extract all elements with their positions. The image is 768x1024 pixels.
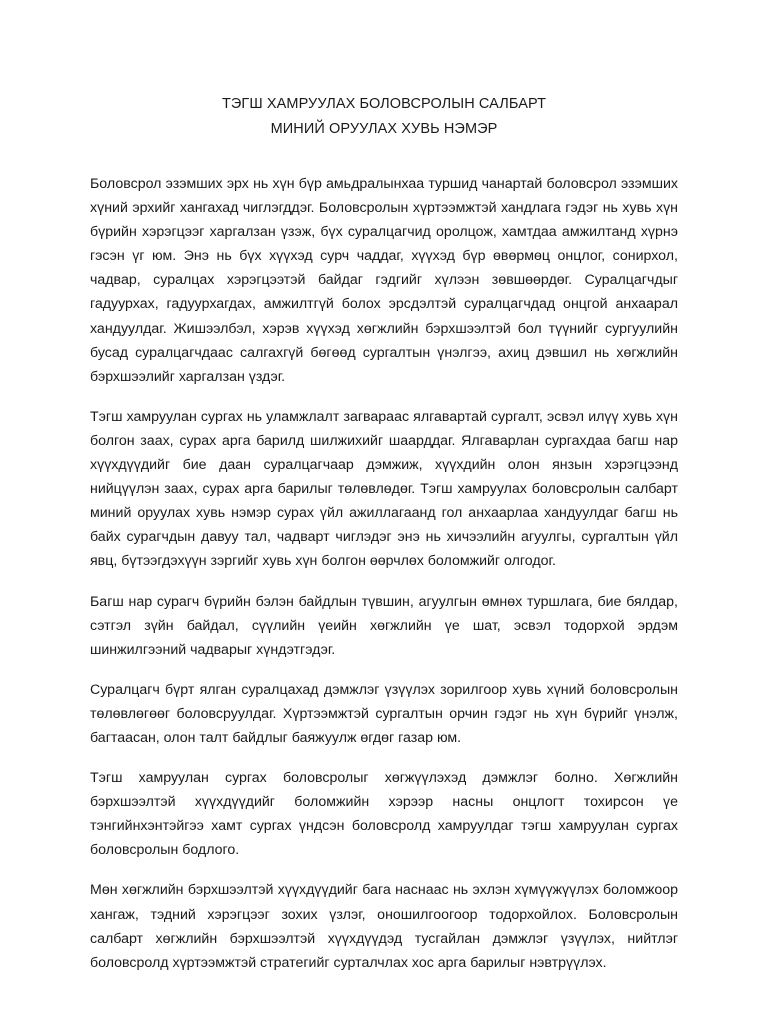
paragraph-4: Суралцагч бүрт ялган суралцахад дэмжлэг үзүүлэх зорилгоор хувь хүний боловсролын төлөвлөгөөг боловсруулдаг. Хүртээмжтэй сургалтын орчин гэдэг нь хүн бүрийг үнэлж, багтаасан, олон талт байдлыг баяжуулж өгдөг газар юм.: [90, 681, 678, 746]
paragraph-6: Мөн хөгжлийн бэрхшээлтэй хүүхдүүдийг бага наснаас нь эхлэн хүмүүжүүлэх боломжоор хангаж, тэдний хэрэгцээг зохих үзлэг, оношилгоогоор тодорхойлох. Боловсролын салбарт хөгжлийн бэрхшээлтэй хүүхдүүдэд тусгайлан дэмжлэг үзүүлэх, нийтлэг боловсролд хүртээмжтэй стратегийг сурталчлах хос арга барилыг нэвтрүүлэх.: [90, 882, 678, 971]
document-body: [90, 172, 678, 975]
document-title-line-1: ТЭГШ ХАМРУУЛАХ БОЛОВСРОЛЫН САЛБАРТ: [221, 96, 547, 112]
document-title-line-2: МИНИЙ ОРУУЛАХ ХУВЬ НЭМЭР: [270, 121, 498, 137]
paragraph-1: Боловсрол эзэмших эрх нь хүн бүр амьдралынхаа туршид чанартай боловсрол эзэмших хүний эрхийг хангахад чиглэгддэг. Боловсролын хүртээмжтэй хандлага гэдэг нь хувь хүн бүрийн хэрэгцээг харгалзан үзэж, бүх суралцагчид оролцож, хамтдаа амжилтанд хүрнэ гэсэн үг юм. Энэ нь бүх хүүхэд сурч чаддаг, хүүхэд бүр өвөрмөц онцлог, сонирхол, чадвар, суралцах хэрэгцээтэй байдаг гэдгийг хүлээн зөвшөөрдөг. Суралцагчдыг гадуурхах, гадуурхагдах, амжилтгүй болох эрсдэлтэй суралцагчдад онцгой анхаарал хандуулдаг. Жишээлбэл, хэрэв хүүхэд хөгжлийн бэрхшээлтэй бол түүнийг сургуулийн бусад суралцагчдаас салгахгүй бөгөөд сургалтын үнэлгээ, ахиц дэвшил нь хөгжлийн бэрхшээлийг харгалзан үздэг.: [90, 176, 678, 385]
paragraph-5: Тэгш хамруулан сургах боловсролыг хөгжүүлэхэд дэмжлэг болно. Хөгжлийн бэрхшээлтэй хүүхдүүдийг боломжийн хэрээр насны онцлогт тохирсон үе тэнгийнхэнтэйгээ хамт сургах үндсэн боловсролд хамруулдаг тэгш хамруулан сургах боловсролын бодлого.: [90, 770, 678, 859]
paragraph-3: Багш нар сурагч бүрийн бэлэн байдлын түвшин, агуулгын өмнөх туршлага, бие бялдар, сэтгэл зүйн байдал, сүүлийн үеийн хөгжлийн үе шат, эсвэл тодорхой эрдэм шинжилгээний чадварыг хүндэтгэдэг.: [90, 593, 678, 658]
paragraph-2: Тэгш хамруулан сургах нь уламжлалт загвараас ялгавартай сургалт, эсвэл илүү хувь хүн болгон заах, сурах арга барилд шилжихийг шаарддаг. Ялгаварлан сургахдаа багш нар хүүхдүүдийг бие даан суралцагчаар дэмжиж, хүүхдийн олон янзын хэрэгцээнд нийцүүлэн заах, сурах арга барилыг төлөвлөдөг. Тэгш хамруулах боловсролын салбарт миний оруулах хувь нэмэр сурах үйл ажиллагаанд гол анхаарлаа хандуулдаг багш нь байх сурагчдын давуу тал, чадварт чиглэдэг энэ нь хичээлийн агуулгы, сургалтын үйл явц, бүтээгдэхүүн зэргийг хувь хүн болгон өөрчлөх боломжийг олгодог.: [90, 408, 678, 570]
document-title-block: [90, 92, 678, 142]
